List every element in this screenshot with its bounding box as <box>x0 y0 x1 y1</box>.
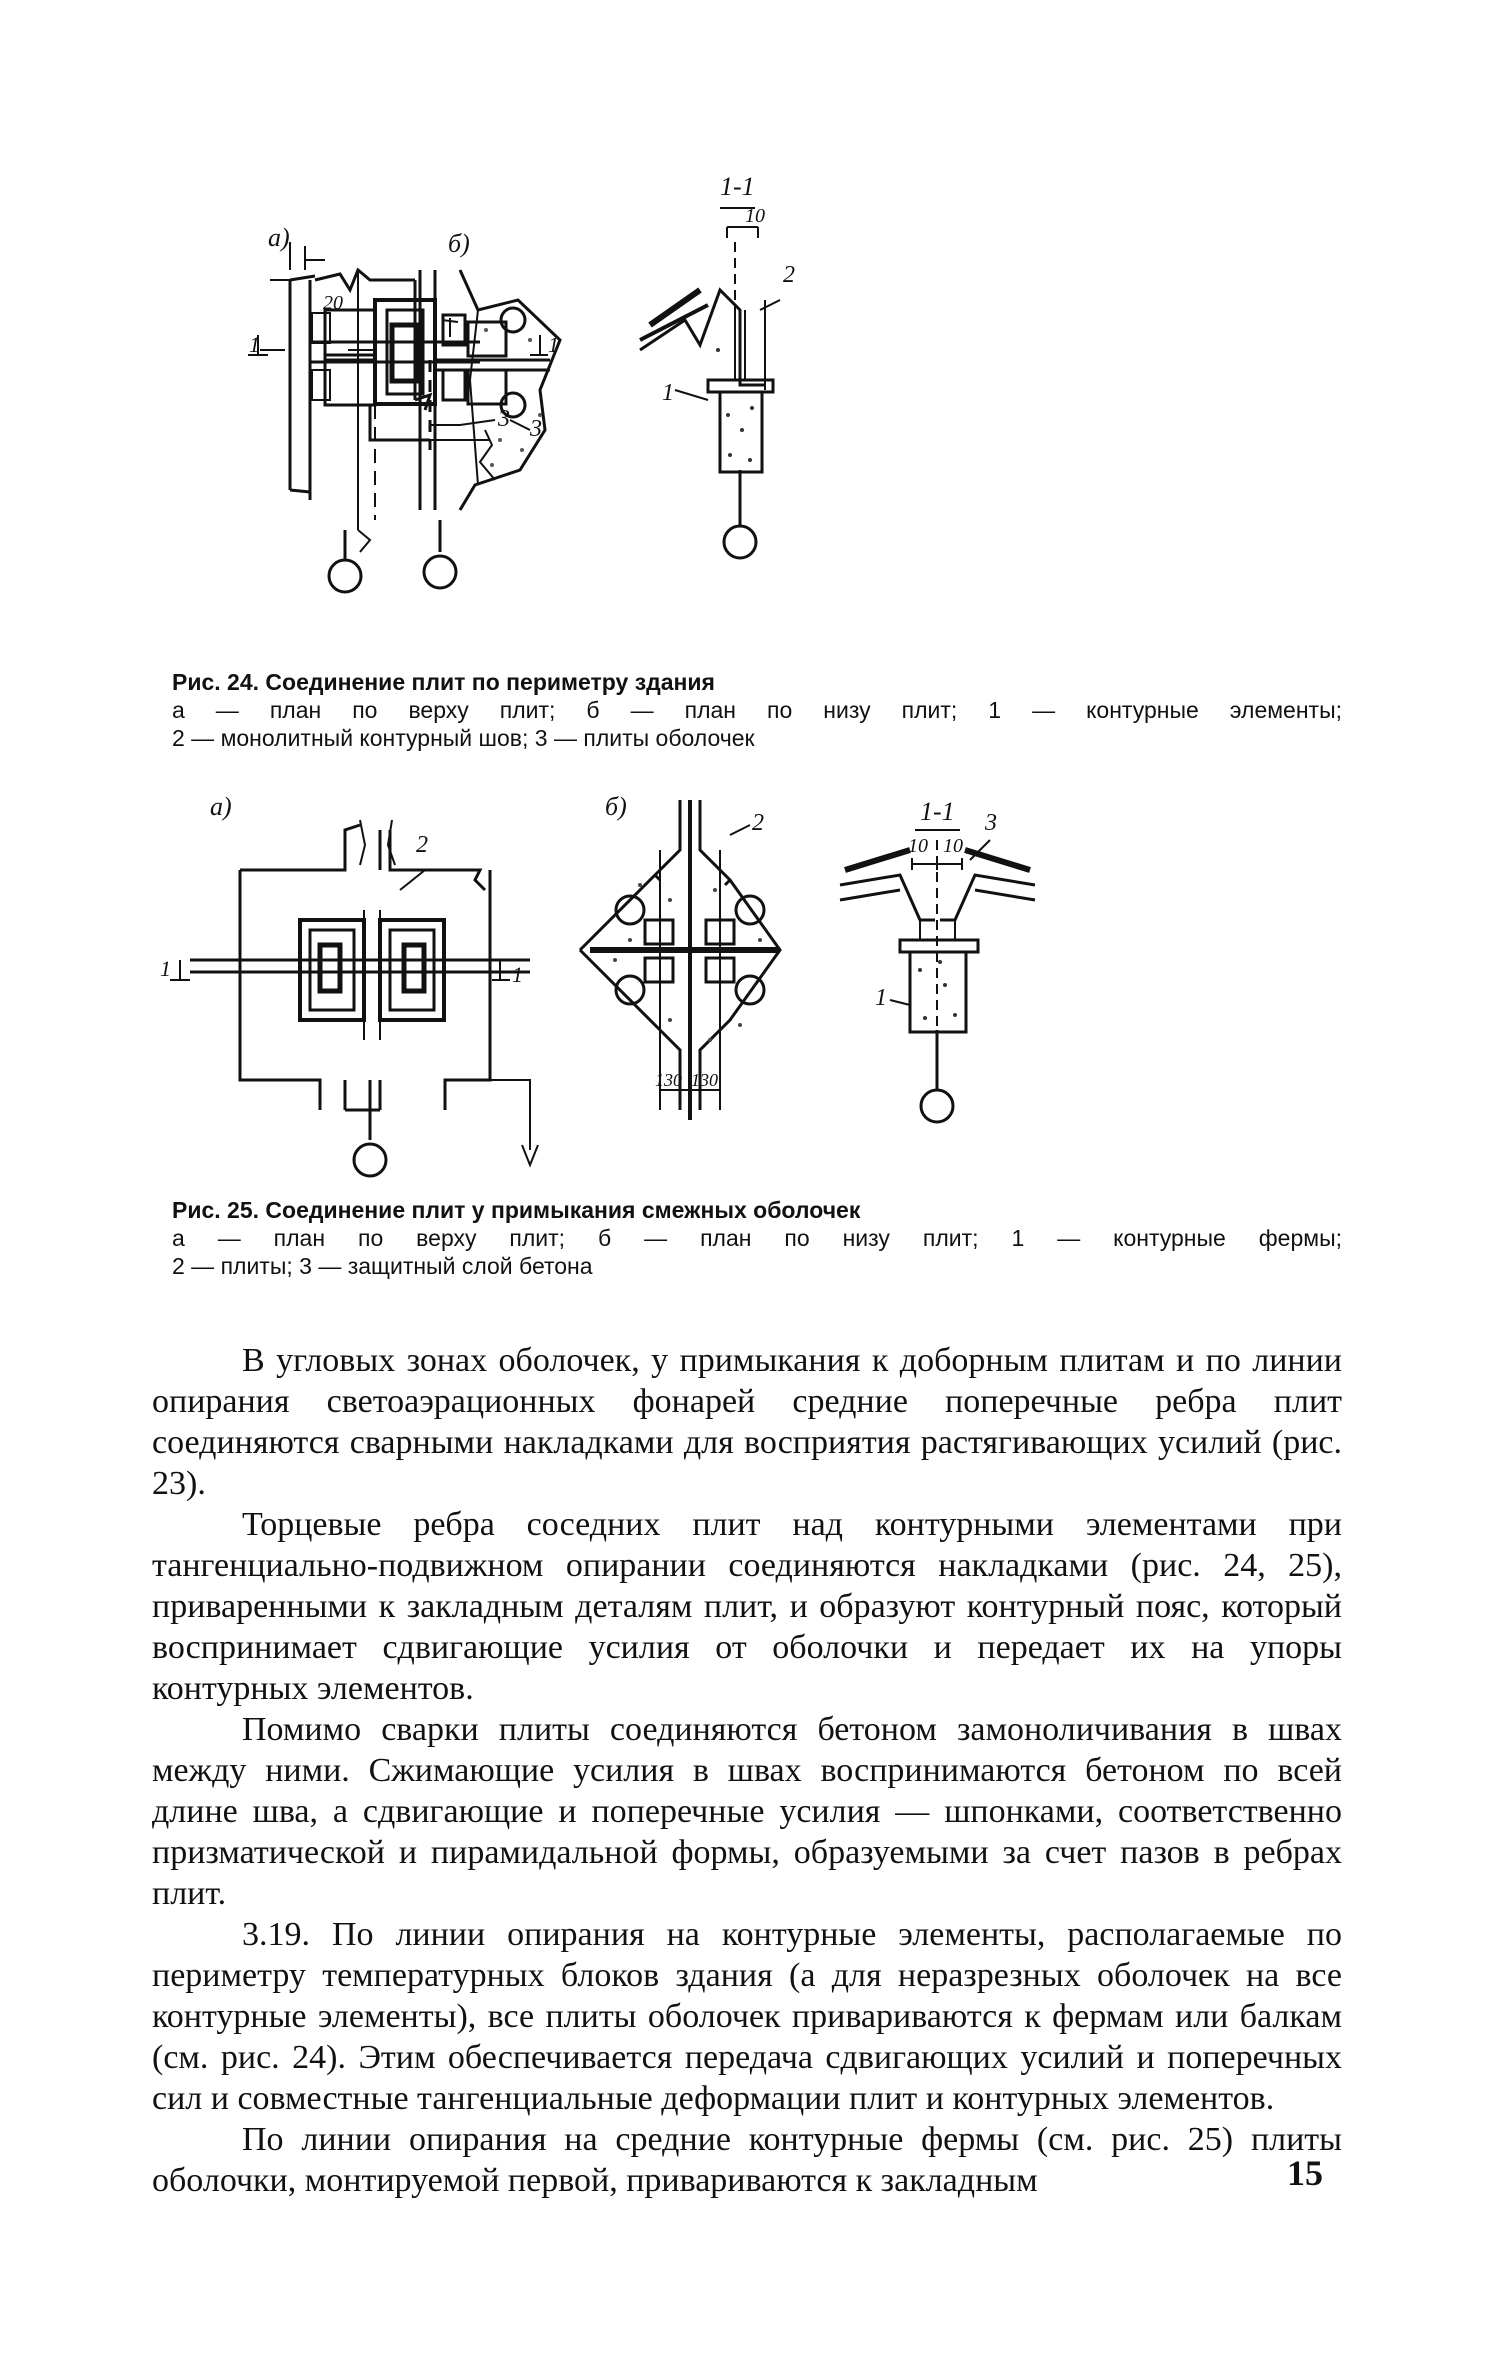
paragraph-5: По линии опирания на средние контурные фермы (см. рис. 25) плиты оболочки, монтируемой первой, привариваются к закладным <box>152 2121 1342 2199</box>
fig24-section-1-1 <box>640 208 780 558</box>
fig25-dim-130a: 130 <box>655 1070 682 1090</box>
fig24-panel-b-label: б) <box>448 229 470 258</box>
fig24-section-mark-right: 1 <box>548 332 559 357</box>
fig25-dim-130b: 130 <box>691 1070 718 1090</box>
fig25-section-mark-right: 1 <box>512 962 523 987</box>
fig24-section-mark-left: 1 <box>249 332 260 357</box>
fig24-section-label-1: 1 <box>662 380 674 406</box>
fig24-panel-a-label: a) <box>268 223 290 252</box>
fig25-section-1-1 <box>840 830 1035 1122</box>
fig24-caption-line1: а — план по верху плит; б — план по низу плит; 1 — контурные элементы; <box>172 697 1342 723</box>
fig24-caption-title: Рис. 24. Соединение плит по периметру здания <box>172 669 715 695</box>
figure-24-drawing <box>230 172 1250 640</box>
fig25-panel-a <box>170 820 538 1176</box>
fig25-a-label-2: 2 <box>416 832 428 858</box>
figure-24 <box>230 172 1250 640</box>
fig25-section-label-3: 3 <box>985 810 997 836</box>
fig25-b-concrete-hatch <box>613 883 762 1042</box>
body-text <box>152 1340 1342 2201</box>
fig24-caption <box>172 668 1342 752</box>
fig25-dim-10b: 10 <box>943 835 963 857</box>
fig25-panel-b-label: б) <box>605 792 627 821</box>
fig24-a-label-3: 3 <box>498 406 510 432</box>
figure-25-drawing <box>160 790 1280 1190</box>
paragraph-3: Помимо сварки плиты соединяются бетоном замоноличивания в швах между ними. Сжимающие усилия в швах воспринимаются бетоном по всей длине шва, а сдвигающие и поперечные усилия — шпонками, соответственно призматической и пирамидальной формы, образуемыми за счет пазов в ребрах плит. <box>152 1711 1342 1912</box>
paragraph-1: В угловых зонах оболочек, у примыкания к доборным плитам и по линии опирания светоаэрационных фонарей средние поперечные ребра плит соединяются сварными накладками для восприятия растягивающих усилий (рис. 23). <box>152 1342 1342 1502</box>
fig25-section-label-1: 1 <box>875 985 887 1011</box>
fig25-section-title: 1-1 <box>920 797 955 826</box>
fig25-caption <box>172 1196 1342 1280</box>
fig25-dim-10a: 10 <box>908 835 928 857</box>
fig25-caption-title: Рис. 25. Соединение плит у примыкания смежных оболочек <box>172 1197 861 1223</box>
paragraph-4: 3.19. По линии опирания на контурные элементы, располагаемые по периметру температурных блоков здания (а для неразрезных оболочек на все контурные элементы), все плиты оболочек привариваются к фермам или балкам (см. рис. 24). Этим обеспечивается передача сдвигающих усилий и поперечных сил и совместные тангенциальные деформации плит и контурных элементов. <box>152 1916 1342 2117</box>
fig25-caption-line1: а — план по верху плит; б — план по низу плит; 1 — контурные фермы; <box>172 1225 1342 1251</box>
fig25-caption-line2: 2 — плиты; 3 — защитный слой бетона <box>172 1253 593 1279</box>
fig24-caption-line2: 2 — монолитный контурный шов; 3 — плиты оболочек <box>172 725 755 751</box>
page-number: 15 <box>1287 2153 1323 2193</box>
fig24-b-label-3: 3 <box>530 416 542 442</box>
fig24-section-title: 1-1 <box>720 172 755 201</box>
paragraph-2: Торцевые ребра соседних плит над контурными элементами при тангенциально-подвижном опирании соединяются накладками (рис. 24, 25), приваренными к закладным деталям плит, и образуют контурный пояс, который воспринимает сдвигающие усилия от оболочки и передает их на упоры контурных элементов. <box>152 1506 1342 1707</box>
fig24-section-label-2: 2 <box>783 262 795 288</box>
fig25-panel-a-label: a) <box>210 792 232 821</box>
fig25-b-label-2: 2 <box>752 810 764 836</box>
fig24-dim-10: 10 <box>745 205 765 227</box>
fig24-dim-20: 20 <box>323 292 343 314</box>
figure-25 <box>160 790 1280 1190</box>
fig25-section-mark-left: 1 <box>160 956 171 981</box>
